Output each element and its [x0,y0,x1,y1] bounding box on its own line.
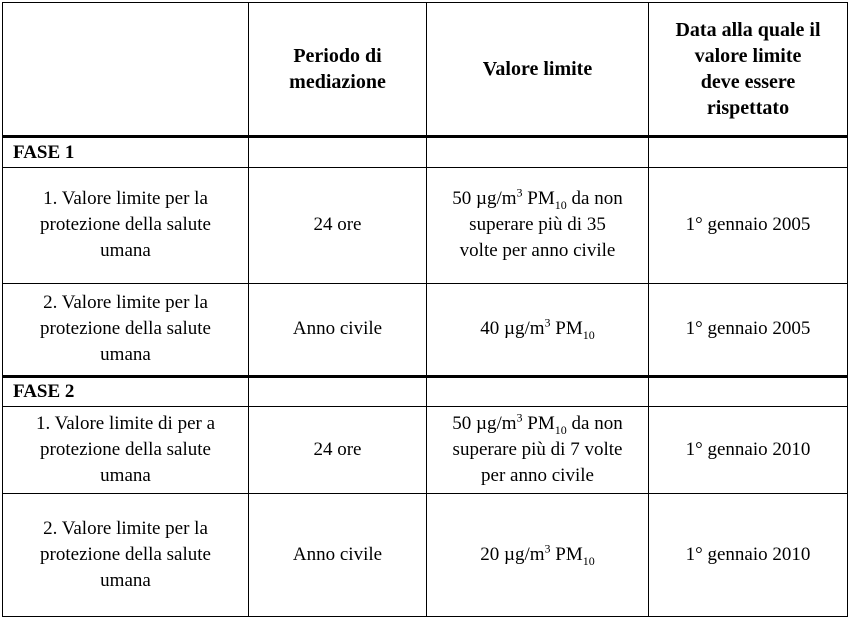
empty-cell [427,376,649,407]
empty-cell [249,376,427,407]
row-period: 24 ore [249,407,427,494]
empty-cell [649,376,848,407]
unit-exponent: 3 [544,315,551,330]
table-row [3,168,848,284]
row-limit-value [427,283,649,376]
value-number: 40 [480,318,500,340]
limit-values-table [2,2,848,617]
header-compliance-date: Data alla quale il valore limite deve essere rispettato [649,3,848,137]
pm-subscript: 10 [554,198,567,213]
phase-1-row [3,137,848,168]
header-limit-value: Valore limite [427,3,649,137]
row-limit-value [427,168,649,284]
row-date: 1° gennaio 2005 [649,283,848,376]
empty-cell [427,137,649,168]
value-rest: da non superare più di 7 volte per anno civile [452,413,623,487]
table-row [3,283,848,376]
unit-base: µg/m [504,318,545,340]
value-number: 20 [480,544,500,566]
row-period: Anno civile [249,283,427,376]
empty-cell [649,137,848,168]
header-row [3,3,848,137]
header-empty [3,3,249,137]
pm-label: PM [555,318,583,340]
pm-subscript: 10 [582,327,595,342]
empty-cell [249,137,427,168]
row-limit-value [427,494,649,617]
row-description: 2. Valore limite per la protezione della salute umana [3,494,249,617]
row-date: 1° gennaio 2005 [649,168,848,284]
table-row [3,494,848,617]
unit-base: µg/m [476,188,517,210]
header-averaging-period: Periodo di mediazione [249,3,427,137]
pm-subscript: 10 [554,423,567,438]
row-date: 1° gennaio 2010 [649,494,848,617]
row-period: 24 ore [249,168,427,284]
pm-label: PM [555,544,583,566]
row-description: 1. Valore limite per la protezione della salute umana [3,168,249,284]
unit-base: µg/m [504,544,545,566]
unit-exponent: 3 [544,541,551,556]
value-number: 50 [452,188,472,210]
table-row [3,407,848,494]
unit-exponent: 3 [516,186,523,201]
phase-1-label: FASE 1 [3,137,249,168]
row-limit-value [427,407,649,494]
pm-label: PM [527,413,555,435]
row-description: 2. Valore limite per la protezione della salute umana [3,283,249,376]
pm-label: PM [527,188,555,210]
value-rest: da non superare più di 35 volte per anno civile [459,188,623,262]
pm-subscript: 10 [582,553,595,568]
row-date: 1° gennaio 2010 [649,407,848,494]
phase-2-label: FASE 2 [3,376,249,407]
row-period: Anno civile [249,494,427,617]
unit-exponent: 3 [516,410,523,425]
phase-2-row [3,376,848,407]
unit-base: µg/m [476,413,517,435]
row-description: 1. Valore limite di per a protezione della salute umana [3,407,249,494]
value-number: 50 [452,413,472,435]
